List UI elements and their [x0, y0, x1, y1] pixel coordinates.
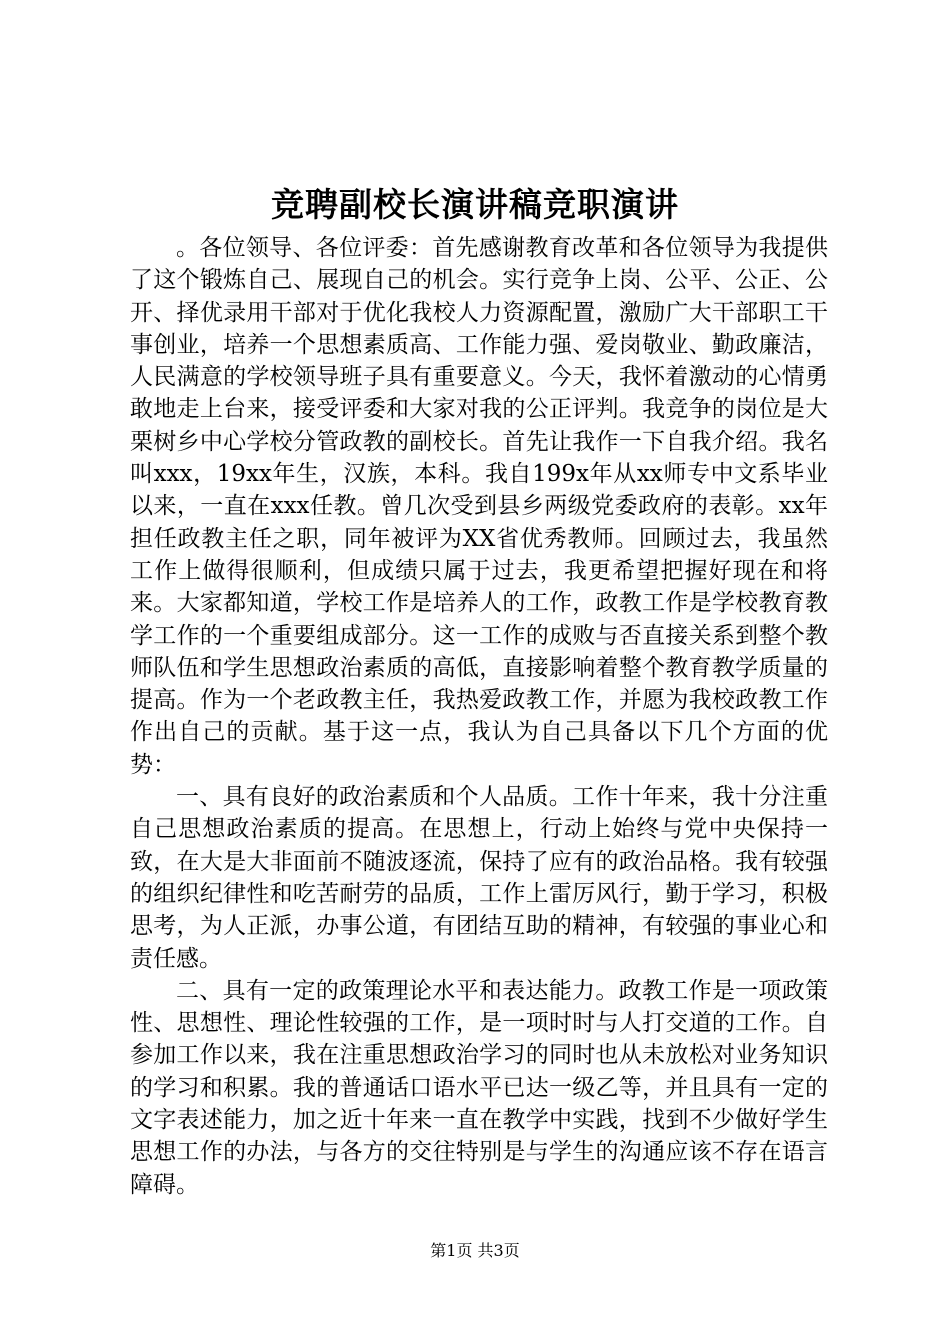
paragraph-point-two: 二、具有一定的政策理论水平和表达能力。政教工作是一项政策性、思想性、理论性较强的工作，是一项时时与人打交道的工作。自参加工作以来，我在注重思想政治学习的同时也从未放松对业务知识的学习和积累。我的普通话口语水平已达一级乙等，并且具有一定的文字表述能力，加之近十年来一直在教学中实践，找到不少做好学生思想工作的办法，与各方的交往特别是与学生的沟通应该不存在语言障碍。: [130, 977, 828, 1198]
paragraph-point-one: 一、具有良好的政治素质和个人品质。工作十年来，我十分注重自己思想政治素质的提高。在思想上，行动上始终与党中央保持一致，在大是大非面前不随波逐流，保持了应有的政治品格。我有较强的组织纪律性和吃苦耐劳的品质，工作上雷厉风行，勤于学习，积极思考，为人正派，办事公道，有团结互助的精神，有较强的事业心和责任感。: [130, 784, 828, 972]
page-footer: 第1页 共3页: [430, 1241, 520, 1260]
document-title: 竞聘副校长演讲稿竞职演讲: [271, 185, 679, 224]
paragraph-intro: 。各位领导、各位评委：首先感谢教育改革和各位领导为我提供了这个锻炼自己、展现自己的机会。实行竞争上岗、公平、公正、公开、择优录用干部对于优化我校人力资源配置，激励广大干部职工干事创业，培养一个思想素质高、工作能力强、爱岗敬业、勤政廉洁，人民满意的学校领导班子具有重要意义。今天，我怀着激动的心情勇敢地走上台来，接受评委和大家对我的公正评判。我竞争的岗位是大栗树乡中心学校分管政教的副校长。首先让我作一下自我介绍。我名叫xxx，19xx年生，汉族，本科。我自199x年从xx师专中文系毕业以来，一直在xxx任教。曾几次受到县乡两级党委政府的表彰。xx年担任政教主任之职，同年被评为XX省优秀教师。回顾过去，我虽然工作上做得很顺利，但成绩只属于过去，我更希望把握好现在和将来。大家都知道，学校工作是培养人的工作，政教工作是学校教育教学工作的一个重要组成部分。这一工作的成败与否直接关系到整个教师队伍和学生思想政治素质的高低，直接影响着整个教育教学质量的提高。作为一个老政教主任，我热爱政教工作，并愿为我校政教工作作出自己的贡献。基于这一点，我认为自己具备以下几个方面的优势：: [130, 235, 828, 778]
document-body: [130, 232, 828, 1201]
